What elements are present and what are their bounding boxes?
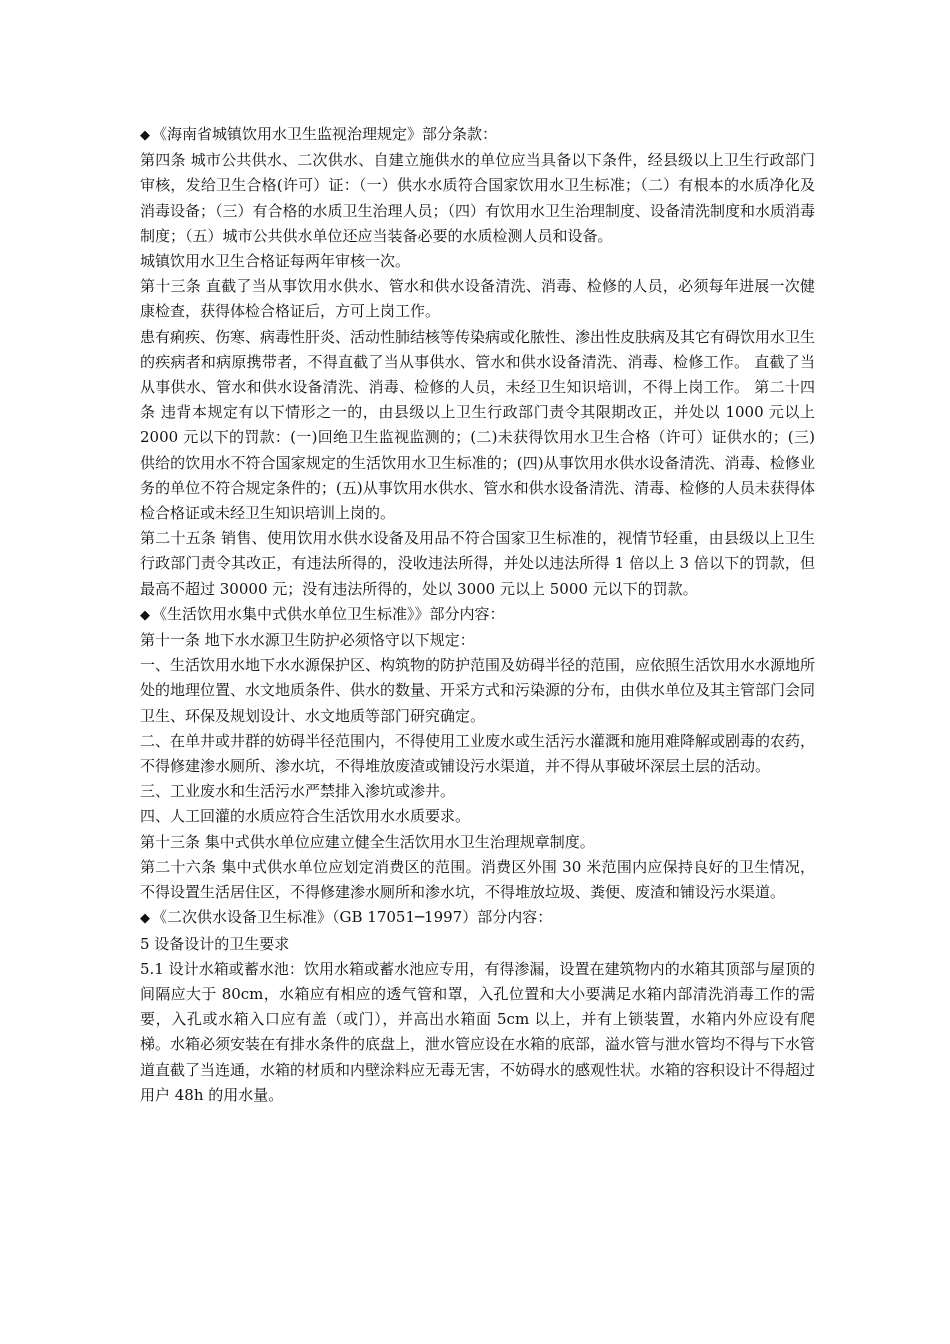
diamond-bullet-icon: ◆	[140, 128, 150, 143]
paragraph-certificate-review: 城镇饮用水卫生合格证每两年审核一次。	[140, 252, 411, 271]
section-heading-hainan-regulation: ◆ 《海南省城镇饮用水卫生监视治理规定》部分条款：	[140, 125, 498, 143]
paragraph-article-26: 第二十六条 集中式供水单位应划定消费区的范围。消费区外围 30 米范围内应保持良好的卫生情况，不得设置生活居住区，不得修建渗水厕所和渗水坑，不得堆放垃圾、粪便、废渣和铺设污水渠道。	[140, 857, 815, 902]
document-body	[140, 122, 815, 1108]
paragraph-disease-restriction-article-24: 患有痢疾、伤寒、病毒性肝炎、活动性肺结核等传染病或化脓性、渗出性皮肤病及其它有碍饮用水卫生的疾病者和病原携带者，不得直截了当从事供水、管水和供水设备清洗、消毒、检修工作。 直截了当从事供水、管水和供水设备清洗、消毒、检修的人员，未经卫生知识培训，不得上岗工作。 第二十四条 违背本规定有以下情形之一的，由县级以上卫生行政部门责令其限期改正，并处以 1000 元以上 2000 元以下的罚款：(一)回绝卫生监视监测的；(二)未获得饮用水卫生合格（许可）证供水的；(三)供给的饮用水不符合国家规定的生活饮用水卫生标准的；(四)从事饮用水供水设备清洗、消毒、检修业务的单位不符合规定条件的；(五)从事饮用水供水、管水和供水设备清洗、清毒、检修的人员未获得体检合格证或未经卫生知识培训上岗的。	[140, 327, 816, 523]
paragraph-article-13-centralized: 第十三条 集中式供水单位应建立健全生活饮用水卫生治理规章制度。	[140, 832, 595, 851]
section-heading-secondary-supply-standard: ◆ 《二次供水设备卫生标准》（GB 17051─1997）部分内容：	[140, 908, 553, 927]
paragraph-section-5-1: 5.1 设计水箱或蓄水池：饮用水箱或蓄水池应专用，有得渗漏，设置在建筑物内的水箱其顶部与屋顶的间隔应大于 80cm，水箱应有相应的透气管和罩，入孔位置和大小要满足水箱内部清洗消毒工作的需要，入孔或水箱入口应有盖（或门），并高出水箱面 5cm 以上，并有上锁装置，水箱内外应设有爬梯。水箱必须安装在有排水条件的底盘上，泄水管应设在水箱的底部，溢水管与泄水管均不得与下水管道直截了当连通，水箱的材质和内壁涂料应无毒无害，不妨碍水的感观性状。水箱的容积设计不得超过用户 48h 的用水量。	[140, 959, 816, 1104]
diamond-bullet-icon: ◆	[140, 911, 150, 927]
paragraph-section-5-heading: 5 设备设计的卫生要求	[140, 934, 290, 953]
paragraph-article-13: 第十三条 直截了当从事饮用水供水、管水和供水设备清洗、消毒、检修的人员，必须每年进展一次健康检查，获得体检合格证后，方可上岗工作。	[140, 277, 815, 321]
section-heading-centralized-supply-standard: ◆ 《生活饮用水集中式供水单位卫生标准》》部分内容：	[140, 604, 505, 623]
paragraph-item-4: 四、人工回灌的水质应符合生活饮用水水质要求。	[140, 807, 471, 826]
paragraph-item-1: 一、生活饮用水地下水水源保护区、构筑物的防护范围及妨碍半径的范围，应依照生活饮用水水源地所处的地理位置、水文地质条件、供水的数量、开采方式和污染源的分布，由供水单位及其主管部门会同卫生、环保及规划设计、水文地质等部门研究确定。	[140, 656, 816, 725]
paragraph-item-3: 三、工业废水和生活污水严禁排入渗坑或渗井。	[140, 782, 456, 801]
paragraph-article-4: 第四条 城市公共供水、二次供水、自建立施供水的单位应当具备以下条件，经县级以上卫生行政部门审核，发给卫生合格(许可）证：（一）供水水质符合国家饮用水卫生标准；（二）有根本的水质净化及消毒设备；（三）有合格的水质卫生治理人员；（四）有饮用水卫生治理制度、设备清洗制度和水质消毒制度；（五）城市公共供水单位还应当装备必要的水质检测人员和设备。	[140, 151, 816, 245]
diamond-bullet-icon: ◆	[140, 607, 150, 623]
paragraph-article-11: 第十一条 地下水水源卫生防护必须恪守以下规定：	[140, 631, 475, 650]
paragraph-item-2: 二、在单井或井群的妨碍半径范围内，不得使用工业废水或生活污水灌溉和施用难降解或剧毒的农药，不得修建渗水厕所、渗水坑，不得堆放废渣或铺设污水渠道，并不得从事破坏深层土层的活动。	[140, 731, 816, 776]
paragraph-article-25: 第二十五条 销售、使用饮用水供水设备及用品不符合国家卫生标准的，视情节轻重，由县级以上卫生行政部门责令其改正，有违法所得的，没收违法所得，并处以违法所得 1 倍以上 3 倍以下的罚款，但最高不超过 30000 元；没有违法所得的，处以 3000 元以上 5000 元以下的罚款。	[140, 529, 815, 598]
